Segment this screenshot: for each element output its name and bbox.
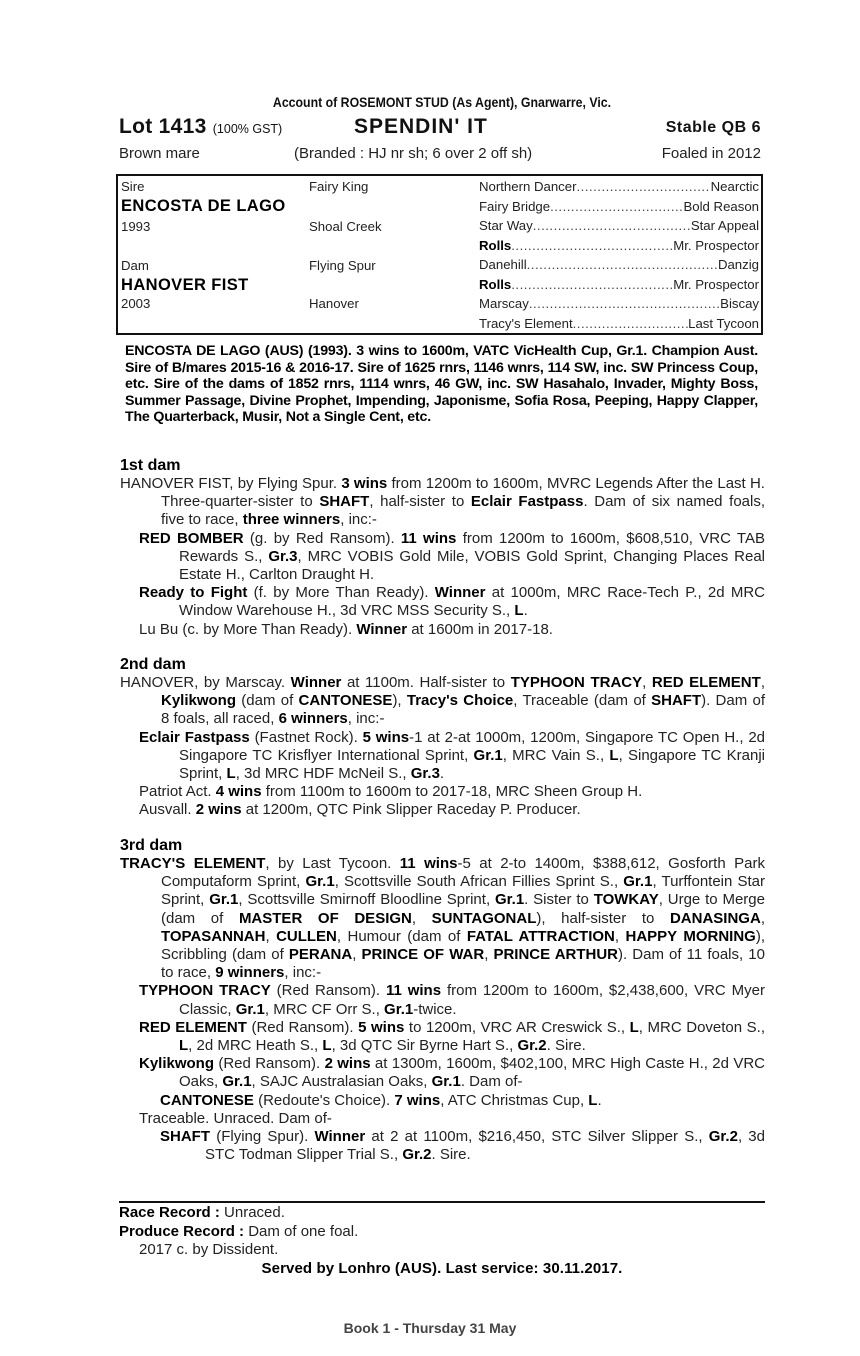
- text: .: [597, 1091, 602, 1109]
- text: .: [439, 765, 445, 783]
- text: to 1200m, VRC AR Creswick S.,: [404, 1018, 630, 1036]
- text: . Sire.: [546, 1037, 586, 1055]
- pedigree-paragraph: [119, 1110, 765, 1128]
- dam-section: [119, 457, 765, 639]
- text: , Scottsville South African Fillies Sprint S.,: [334, 873, 624, 891]
- text: , MRC VOBIS Gold Mile, VOBIS Gold Sprint, Changing Places Real Estate H., Carlton Draught H.: [179, 547, 765, 584]
- sire-dam: Shoal Creek: [309, 219, 382, 234]
- race-record-value: Unraced.: [219, 1204, 285, 1221]
- pedigree-paragraph: [119, 729, 765, 784]
- text: ,: [614, 927, 626, 945]
- bold-text: TRACY'S ELEMENT: [120, 855, 266, 872]
- sire-summary: ENCOSTA DE LAGO (AUS) (1993). 3 wins to 1600m, VATC VicHealth Cup, Gr.1. Champion Aust. Sire of B/mares 2015-16 & 2016-17. Sire of 1625 rnrs, 1146 wnrs, 114 SW, inc. SW Princess Coup, etc. Sire of the dams of 1852 rnrs, 1114 wnrs, 46 GW, inc. SW Hasahalo, Invader, Mighty Boss, Summer Passage, Divine Prophet, Impending, Japonisme, Sofia Rosa, Peeping, Happy Clapper, The Quarterback, Musir, Not a Single Cent, etc.: [125, 343, 758, 426]
- bold-text: Winner: [434, 584, 486, 602]
- pedigree-paragraph: [119, 783, 765, 801]
- grandparent-row: [479, 238, 759, 253]
- text: , inc:-: [347, 710, 385, 728]
- text: from 1200m to 1600m, $2,438,600, VRC Myer Classic,: [179, 982, 765, 1018]
- bold-text: L: [179, 1037, 189, 1055]
- dam-dam: Hanover: [309, 296, 359, 311]
- text: , 2d MRC Heath S.,: [188, 1037, 323, 1055]
- bold-text: Gr.1: [209, 891, 239, 909]
- horse-description: [119, 145, 765, 165]
- text: , by Last Tycoon.: [265, 855, 400, 872]
- text: .: [523, 602, 528, 620]
- dam-year: 2003: [121, 296, 151, 311]
- grandparent-sire: Biscay: [720, 296, 759, 311]
- stable-location: Stable QB 6: [665, 119, 761, 136]
- bold-text: SHAFT: [319, 493, 370, 511]
- pedigree-table: [116, 174, 763, 335]
- text: (Fastnet Rock).: [249, 728, 363, 746]
- pedigree-paragraph: [119, 1019, 765, 1055]
- pedigree-paragraph: [119, 475, 765, 530]
- bold-text: L: [514, 602, 524, 620]
- text: -5 at 2-to 1400m, $388,612, Gosforth Park Computaform Sprint,: [161, 855, 765, 891]
- text: , Traceable (dam of: [513, 692, 652, 710]
- bold-text: 2 wins: [324, 1055, 371, 1073]
- dam-name: HANOVER FIST: [121, 276, 249, 294]
- bold-text: 2 wins: [195, 801, 242, 819]
- produce-record: [119, 1223, 765, 1242]
- bold-text: 5 wins: [358, 1018, 405, 1036]
- gst-note: (100% GST): [212, 122, 283, 136]
- pedigree-paragraph: [119, 1092, 765, 1110]
- text: . Dam of-: [460, 1073, 523, 1091]
- section-heading: 3rd dam: [120, 837, 183, 854]
- grandparent-row: [479, 179, 759, 194]
- text: . Sister to: [524, 891, 594, 909]
- foaled-year: Foaled in 2012: [661, 145, 761, 162]
- grandparent-row: [479, 316, 759, 331]
- text: Traceable. Unraced. Dam of-: [139, 1109, 332, 1127]
- bold-text: CANTONESE: [160, 1091, 254, 1109]
- sire-label: Sire: [121, 179, 145, 194]
- text: (dam of: [236, 692, 299, 710]
- bold-text: Gr.1: [494, 891, 525, 909]
- text: , inc:-: [284, 964, 322, 982]
- pedigree-paragraph: [119, 982, 765, 1018]
- bold-text: L: [322, 1037, 332, 1055]
- produce-record-label: Produce Record :: [119, 1222, 245, 1240]
- bold-text: Gr.1: [473, 746, 503, 764]
- text: at 1100m. Half-sister to: [341, 674, 511, 691]
- bold-text: 6 winners: [278, 710, 348, 728]
- bold-text: 3 wins: [341, 475, 388, 492]
- grandparent-name: Rolls: [479, 276, 512, 292]
- bold-text: Winner: [290, 674, 342, 691]
- text: (Red Ransom).: [246, 1018, 359, 1036]
- bold-text: Gr.1: [305, 873, 335, 891]
- grandparent-row: [479, 257, 759, 272]
- grandparent-name: Tracy's Element: [479, 315, 573, 331]
- bold-text: RED ELEMENT: [139, 1018, 247, 1036]
- text: , Urge to Merge (dam of: [161, 891, 765, 927]
- text: , 3d MRC HDF McNeil S.,: [235, 765, 411, 783]
- text: ), half-sister to: [536, 909, 670, 927]
- bold-text: 7 wins: [394, 1091, 441, 1109]
- sire-year: 1993: [121, 219, 151, 234]
- pedigree-paragraph: [119, 621, 765, 639]
- text: Patriot Act.: [139, 783, 216, 801]
- bold-text: Eclair Fastpass: [139, 728, 250, 746]
- pedigree-paragraph: [119, 855, 765, 982]
- bold-text: Gr.1: [222, 1073, 252, 1091]
- leader-dots: [511, 238, 673, 253]
- text: , 3d STC Todman Slipper Trial S.,: [205, 1128, 765, 1164]
- bold-text: 9 winners: [215, 964, 285, 982]
- grandparent-sire: Last Tycoon: [688, 315, 759, 331]
- sire-sire: Fairy King: [309, 179, 369, 194]
- bold-text: 11 wins: [385, 982, 442, 1000]
- text: at 1000m, MRC Race-Tech P., 2d MRC Window Warehouse H., 3d VRC MSS Security S.,: [179, 584, 766, 620]
- text: , MRC Doveton S.,: [638, 1018, 765, 1036]
- color-sex: Brown mare: [119, 145, 200, 162]
- grandparent-sire: Mr. Prospector: [673, 276, 759, 292]
- section-heading: 2nd dam: [120, 656, 186, 673]
- dam-section: [119, 656, 765, 820]
- text: (Red Ransom).: [270, 982, 386, 1000]
- bold-text: L: [629, 1018, 639, 1036]
- grandparent-name: Fairy Bridge: [479, 198, 551, 214]
- produce-record-value: Dam of one foal.: [244, 1222, 359, 1240]
- dam-label: Dam: [121, 258, 149, 273]
- grandparent-row: [479, 199, 759, 214]
- bold-text: Winner: [356, 620, 408, 638]
- text: -1 at 2-at 1000m, 1200m, Singapore TC Open H., 2d Singapore TC Krisflyer International Sprint,: [179, 728, 766, 764]
- text: , Humour (dam of: [336, 927, 467, 945]
- text: ), Scribbling (dam of: [161, 927, 766, 964]
- grandparent-name: Northern Dancer: [479, 179, 577, 194]
- leader-dots: [527, 257, 718, 272]
- bold-text: 4 wins: [215, 783, 262, 801]
- grandparent-name: Star Way: [479, 218, 533, 233]
- pedigree-paragraph: [119, 530, 765, 585]
- grandparent-name: Rolls: [479, 237, 512, 253]
- bold-text: TOWKAY: [593, 891, 659, 909]
- bold-text: SHAFT: [160, 1128, 210, 1146]
- race-record: [119, 1204, 765, 1223]
- bold-text: Ready to Fight: [139, 584, 248, 602]
- grandparent-sire: Bold Reason: [683, 198, 759, 214]
- text: ,: [411, 909, 432, 927]
- text: (g. by Red Ransom).: [243, 529, 401, 547]
- bold-text: CULLEN: [276, 927, 337, 945]
- bold-text: Kylikwong: [139, 1055, 215, 1073]
- bold-text: HAPPY MORNING: [625, 927, 756, 945]
- bold-text: Winner: [314, 1128, 366, 1146]
- bold-text: three winners: [242, 511, 341, 529]
- text: at 1200m, QTC Pink Slipper Raceday P. Producer.: [241, 801, 581, 819]
- bold-text: Gr.1: [623, 873, 653, 891]
- sire-name: ENCOSTA DE LAGO: [121, 197, 286, 215]
- bold-text: TOPASANNAH: [161, 927, 266, 945]
- divider: [119, 1201, 765, 1203]
- bold-text: L: [226, 765, 236, 783]
- text: (Redoute's Choice).: [253, 1091, 395, 1109]
- text: , inc:-: [340, 511, 377, 529]
- text: Lu Bu (c. by More Than Ready).: [139, 620, 357, 638]
- text: HANOVER FIST, by Flying Spur.: [120, 475, 342, 492]
- text: at 1600m in 2017-18.: [407, 620, 553, 638]
- grandparent-sire: Danzig: [717, 257, 759, 272]
- text: , Singapore TC Kranji Sprint,: [179, 746, 765, 783]
- text: ). Dam of 8 foals, all raced,: [161, 692, 765, 728]
- grandparent-row: [479, 296, 759, 311]
- brand-description: (Branded : HJ nr sh; 6 over 2 off sh): [294, 145, 533, 162]
- vendor-account: Account of ROSEMONT STUD (As Agent), Gnarwarre, Vic.: [272, 94, 612, 110]
- text: HANOVER, by Marscay.: [120, 674, 291, 691]
- bold-text: Gr.2: [517, 1037, 547, 1055]
- text: , Turffontein Star Sprint,: [161, 873, 765, 909]
- leader-dots: [573, 316, 688, 331]
- bold-text: 11 wins: [399, 855, 458, 872]
- text: ),: [392, 692, 407, 710]
- bold-text: FATAL ATTRACTION: [466, 927, 615, 945]
- pedigree-paragraph: [119, 674, 765, 729]
- service-note: Served by Lonhro (AUS). Last service: 30.11.2017.: [261, 1259, 623, 1277]
- dam-section: [119, 837, 765, 1164]
- bold-text: 11 wins: [400, 529, 457, 547]
- text: ,: [760, 909, 765, 927]
- bold-text: L: [588, 1091, 598, 1109]
- bold-text: Gr.3: [268, 547, 298, 565]
- bold-text: TYPHOON TRACY: [139, 982, 271, 1000]
- bold-text: Gr.2: [402, 1146, 432, 1164]
- foal-entry: 2017 c. by Dissident.: [139, 1241, 279, 1258]
- text: ,: [352, 946, 362, 964]
- text: ). Dam of 11 foals, 10 to race,: [161, 946, 765, 982]
- text: at 1300m, 1600m, $402,100, MRC High Caste H., 2d VRC Oaks,: [179, 1055, 765, 1091]
- bold-text: Eclair Fastpass: [470, 493, 584, 511]
- pedigree-paragraph: [119, 801, 765, 819]
- pedigree-paragraph: [119, 1128, 765, 1164]
- records: [119, 1204, 765, 1278]
- text: (Flying Spur).: [210, 1128, 315, 1146]
- pedigree-paragraph: [119, 584, 765, 620]
- leader-dots: [576, 179, 710, 194]
- bold-text: 5 wins: [362, 728, 410, 746]
- text: -twice.: [413, 1000, 457, 1018]
- text: from 1100m to 1600m to 2017-18, MRC Sheen Group H.: [261, 783, 643, 801]
- bold-text: Gr.1: [384, 1000, 414, 1018]
- text: . Sire.: [431, 1146, 471, 1164]
- grandparent-row: [479, 218, 759, 233]
- text: , half-sister to: [369, 493, 471, 511]
- text: Ausvall.: [139, 801, 196, 819]
- lot-header: [119, 115, 765, 141]
- bold-text: TYPHOON TRACY: [510, 674, 643, 691]
- leader-dots: [533, 218, 691, 233]
- grandparent-sire: Star Appeal: [690, 218, 759, 233]
- text: , MRC CF Orr S.,: [264, 1000, 385, 1018]
- text: at 2 at 1100m, $216,450, STC Silver Slipper S.,: [365, 1128, 709, 1146]
- page-footer: Book 1 - Thursday 31 May: [343, 1320, 517, 1336]
- dam-sire: Flying Spur: [309, 258, 376, 273]
- bold-text: RED ELEMENT: [651, 674, 761, 691]
- text: ,: [760, 674, 765, 691]
- bold-text: RED BOMBER: [139, 529, 244, 547]
- bold-text: SUNTAGONAL: [431, 909, 537, 927]
- pedigree-paragraph: [119, 1055, 765, 1091]
- grandparent-sire: Nearctic: [710, 179, 759, 194]
- grandparent-name: Danehill: [479, 257, 527, 272]
- bold-text: SHAFT: [651, 692, 702, 710]
- bold-text: Gr.2: [708, 1128, 738, 1146]
- bold-text: Kylikwong: [161, 692, 237, 710]
- text: from 1200m to 1600m, MVRC Legends After the Last H. Three-quarter-sister to: [161, 475, 765, 511]
- bold-text: CANTONESE: [298, 692, 393, 710]
- text: (f. by More Than Ready).: [247, 584, 435, 602]
- text: ,: [642, 674, 652, 691]
- bold-text: L: [609, 746, 619, 764]
- section-heading: 1st dam: [120, 457, 181, 474]
- text: , SAJC Australasian Oaks,: [251, 1073, 432, 1091]
- bold-text: DANASINGA: [669, 909, 761, 927]
- grandparent-sire: Mr. Prospector: [673, 237, 759, 253]
- text: ,: [484, 946, 494, 964]
- text: , MRC Vain S.,: [502, 746, 610, 764]
- leader-dots: [511, 277, 673, 292]
- bold-text: MASTER OF DESIGN: [238, 909, 412, 927]
- text: (Red Ransom).: [214, 1055, 325, 1073]
- bold-text: Tracy's Choice: [406, 692, 514, 710]
- grandparent-row: [479, 277, 759, 292]
- bold-text: Gr.3: [410, 765, 440, 783]
- horse-name: SPENDIN' IT: [354, 115, 488, 138]
- text: from 1200m to 1600m, $608,510, VRC TAB Rewards S.,: [179, 529, 765, 565]
- leader-dots: [529, 296, 720, 311]
- bold-text: PERANA: [288, 946, 353, 964]
- text: . Dam of six named foals, five to race,: [161, 493, 766, 529]
- bold-text: PRINCE ARTHUR: [493, 946, 619, 964]
- text: , 3d QTC Sir Byrne Hart S.,: [331, 1037, 518, 1055]
- lot-number: [119, 115, 282, 139]
- lot-label: Lot 1413: [119, 115, 207, 138]
- race-record-label: Race Record :: [119, 1204, 220, 1221]
- text: , Scottsville Smirnoff Bloodline Sprint,: [238, 891, 495, 909]
- bold-text: PRINCE OF WAR: [361, 946, 485, 964]
- text: ,: [265, 927, 277, 945]
- bold-text: Gr.1: [235, 1000, 265, 1018]
- grandparent-name: Marscay: [479, 296, 529, 311]
- leader-dots: [550, 199, 683, 214]
- text: , ATC Christmas Cup,: [440, 1091, 589, 1109]
- bold-text: Gr.1: [431, 1073, 461, 1091]
